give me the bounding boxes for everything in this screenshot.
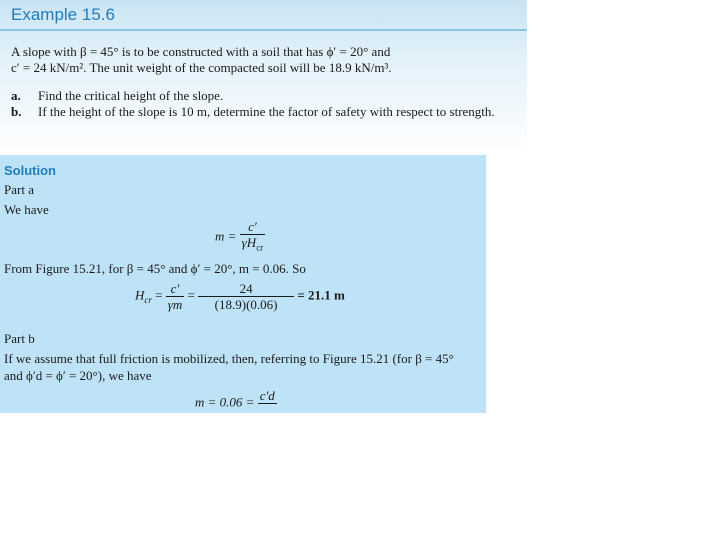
equation-m-definition <box>215 219 265 256</box>
part-text: If the height of the slope is 10 m, determine the factor of safety with respect to strength. <box>38 104 495 119</box>
equation-m-mobilized <box>195 388 277 413</box>
eq3-lhs: m = 0.06 = <box>195 394 255 410</box>
solution-title: Solution <box>4 163 56 178</box>
eq2-denominator-1: γm <box>167 297 183 312</box>
eq3-numerator: c′d <box>259 388 275 403</box>
part-label: b. <box>11 104 22 119</box>
eq1-denominator: γH <box>241 235 257 250</box>
problem-parts <box>11 88 516 120</box>
we-have-text: We have <box>4 202 49 217</box>
part-text: Find the critical height of the slope. <box>38 88 224 103</box>
eq3-fraction <box>258 388 277 413</box>
part-b-label: Part b <box>4 331 35 346</box>
eq1-denominator-sub: cr <box>256 242 264 253</box>
eq2-numerator-2: 24 <box>198 281 294 297</box>
figure-reference-text: From Figure 15.21, for β = 45° and ϕ′ = 20°, m = 0.06. So <box>4 261 306 276</box>
eq1-numerator: c′ <box>248 219 257 234</box>
assumption-line-1: If we assume that full friction is mobilized, then, referring to Figure 15.21 (for β = 45° <box>4 351 454 366</box>
eq2-lhs-sub: cr <box>144 295 152 306</box>
eq2-denominator-2: (18.9)(0.06) <box>214 297 278 312</box>
part-item-b <box>11 104 516 120</box>
eq2-numerator-1: c′ <box>170 281 180 296</box>
equation-critical-height <box>135 281 345 312</box>
eq2-result: = 21.1 m <box>297 287 345 303</box>
eq2-equals-1: = <box>155 287 163 303</box>
assumption-line-2: and ϕ′d = ϕ′ = 20°), we have <box>4 368 152 383</box>
part-item-a <box>11 88 516 104</box>
part-a-label: Part a <box>4 182 34 197</box>
solution-panel <box>0 155 486 413</box>
eq2-fraction-2 <box>198 281 294 312</box>
example-title: Example 15.6 <box>11 5 115 24</box>
eq1-lhs: m = <box>215 228 237 244</box>
eq2-lhs: H <box>135 287 145 303</box>
eq2-equals-2: = <box>187 287 195 303</box>
problem-line-2: c′ = 24 kN/m². The unit weight of the compacted soil will be 18.9 kN/m³. <box>11 60 392 75</box>
eq2-fraction-1 <box>166 281 185 312</box>
title-divider <box>0 29 527 31</box>
problem-statement <box>11 44 516 76</box>
problem-line-1: A slope with β = 45° is to be constructed with a soil that has ϕ′ = 20° and <box>11 44 391 59</box>
eq1-fraction <box>240 219 266 256</box>
example-panel <box>0 0 527 155</box>
part-label: a. <box>11 88 21 103</box>
